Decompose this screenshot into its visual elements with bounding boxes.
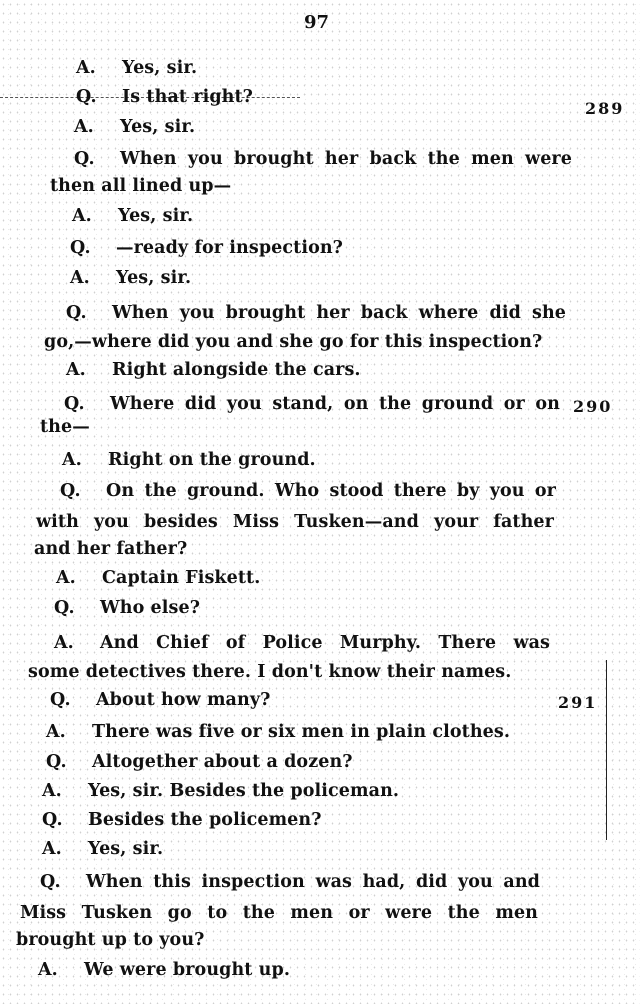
speaker-label: A. [76, 58, 96, 78]
speaker-label: A. [74, 117, 94, 137]
line-text: About how many? [96, 690, 271, 710]
speaker-label: Q. [76, 87, 97, 107]
question-line [66, 302, 566, 324]
answer-line [66, 359, 361, 381]
answer-line [38, 959, 290, 981]
continuation-line [40, 416, 90, 438]
continuation-line [28, 661, 511, 683]
line-text: the— [40, 417, 90, 437]
speaker-label: Q. [66, 303, 87, 323]
speaker-label: A. [66, 360, 86, 380]
question-line [54, 597, 200, 619]
answer-line [42, 838, 163, 860]
margin-number: 289 [585, 99, 625, 118]
answer-line [76, 57, 197, 79]
line-text: Altogether about a dozen? [92, 752, 353, 772]
answer-line [74, 116, 195, 138]
speaker-label: Q. [42, 810, 63, 830]
continuation-line [16, 929, 205, 951]
speaker-label: Q. [50, 690, 71, 710]
line-text: Yes, sir. [122, 58, 198, 78]
answer-line [70, 267, 191, 289]
continuation-line [36, 511, 554, 533]
line-text: When you brought her back where did she [112, 303, 566, 323]
line-text: Miss Tusken go to the men or were the men [20, 903, 538, 923]
speaker-label: A. [70, 268, 90, 288]
speaker-label: Q. [64, 394, 85, 414]
line-text: And Chief of Police Murphy. There was [100, 633, 550, 653]
line-text: On the ground. Who stood there by you or [106, 481, 556, 501]
line-text: Where did you stand, on the ground or on [110, 394, 560, 414]
line-text: Right on the ground. [108, 450, 316, 470]
line-text: Yes, sir. [116, 268, 192, 288]
line-text: Yes, sir. [120, 117, 196, 137]
margin-number: 290 [573, 397, 613, 416]
line-text: Captain Fiskett. [102, 568, 261, 588]
line-text: Yes, sir. [88, 839, 164, 859]
question-line [74, 148, 572, 170]
line-text: Yes, sir. [118, 206, 194, 226]
speaker-label: A. [54, 633, 74, 653]
question-line [70, 237, 343, 259]
answer-line [62, 449, 316, 471]
line-text: brought up to you? [16, 930, 205, 950]
answer-line [42, 780, 399, 802]
speaker-label: Q. [54, 598, 75, 618]
line-text: When you brought her back the men were [120, 149, 572, 169]
margin-bracket [606, 660, 607, 840]
margin-number: 291 [558, 693, 598, 712]
answer-line [54, 632, 550, 654]
line-text: There was five or six men in plain clothes. [92, 722, 511, 742]
speaker-label: A. [46, 722, 66, 742]
speaker-label: A. [72, 206, 92, 226]
line-text: go,—where did you and she go for this inspection? [44, 332, 543, 352]
speaker-label: Q. [46, 752, 67, 772]
question-line [76, 86, 253, 108]
continuation-line [44, 331, 542, 353]
page-number: 97 [304, 12, 330, 33]
question-line [50, 689, 270, 711]
line-text: —ready for inspection? [116, 238, 344, 258]
speaker-label: A. [38, 960, 58, 980]
line-text: When this inspection was had, did you and [86, 872, 540, 892]
answer-line [72, 205, 193, 227]
speaker-label: Q. [74, 149, 95, 169]
line-text: some detectives there. I don't know their names. [28, 662, 512, 682]
line-text: We were brought up. [84, 960, 291, 980]
speaker-label: Q. [70, 238, 91, 258]
speaker-label: A. [62, 450, 82, 470]
question-line [42, 809, 322, 831]
question-line [60, 480, 556, 502]
speaker-label: A. [42, 781, 62, 801]
answer-line [46, 721, 510, 743]
line-text: Is that right? [122, 87, 254, 107]
line-text: then all lined up— [50, 176, 232, 196]
answer-line [56, 567, 260, 589]
question-line [46, 751, 353, 773]
line-text: and her father? [34, 539, 188, 559]
question-line [64, 393, 560, 415]
line-text: with you besides Miss Tusken—and your father [36, 512, 554, 532]
speaker-label: A. [42, 839, 62, 859]
line-text: Besides the policemen? [88, 810, 322, 830]
speaker-label: Q. [60, 481, 81, 501]
line-text: Who else? [100, 598, 201, 618]
continuation-line [34, 538, 187, 560]
speaker-label: A. [56, 568, 76, 588]
speaker-label: Q. [40, 872, 61, 892]
line-text: Yes, sir. Besides the policeman. [88, 781, 400, 801]
question-line [40, 871, 540, 893]
line-text: Right alongside the cars. [112, 360, 361, 380]
continuation-line [50, 175, 231, 197]
continuation-line [20, 902, 538, 924]
